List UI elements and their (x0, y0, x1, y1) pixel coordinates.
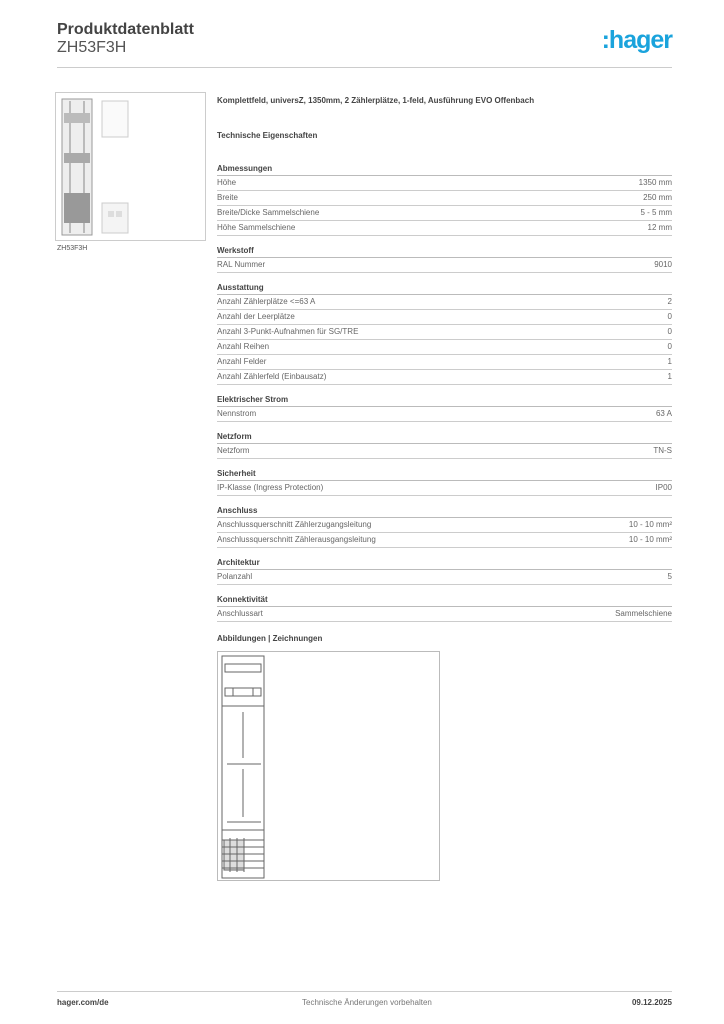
spec-value: 1 (667, 372, 672, 381)
product-description: Komplettfeld, universZ, 1350mm, 2 Zählerplätze, 1-feld, Ausführung EVO Offenbach (217, 96, 535, 105)
spec-section (217, 504, 672, 548)
spec-row (217, 191, 672, 206)
spec-value: 1350 mm (638, 178, 672, 187)
spec-row (217, 295, 672, 310)
spec-label: Anzahl 3-Punkt-Aufnahmen für SG/TRE (217, 327, 359, 336)
spec-section (217, 281, 672, 385)
image-caption: ZH53F3H (57, 245, 88, 252)
spec-section (217, 393, 672, 422)
spec-label: Anzahl Zählerplätze <=63 A (217, 297, 316, 306)
spec-row (217, 176, 672, 191)
spec-section (217, 430, 672, 459)
spec-label: Polanzahl (217, 572, 253, 581)
spec-value: 250 mm (643, 193, 672, 202)
spec-value: IP00 (655, 483, 672, 492)
hager-logo: :hager (601, 26, 672, 54)
drawings-heading: Abbildungen | Zeichnungen (217, 634, 323, 643)
spec-value: 2 (667, 297, 672, 306)
section-title: Netzform (217, 430, 672, 444)
spec-row (217, 370, 672, 385)
spec-label: Anzahl Zählerfeld (Einbausatz) (217, 372, 327, 381)
product-image (55, 92, 206, 241)
spec-section (217, 556, 672, 585)
spec-value: 63 A (655, 409, 672, 418)
spec-label: Anschlussquerschnitt Zählerzugangsleitung (217, 520, 372, 529)
spec-value: 12 mm (647, 223, 672, 232)
spec-label: Anschlussart (217, 609, 263, 618)
spec-label: Breite/Dicke Sammelschiene (217, 208, 320, 217)
spec-row (217, 221, 672, 236)
spec-label: Höhe Sammelschiene (217, 223, 296, 232)
product-code: ZH53F3H (57, 39, 127, 56)
spec-row (217, 533, 672, 548)
section-title: Elektrischer Strom (217, 393, 672, 407)
page-title: Produktdatenblatt (57, 21, 194, 38)
spec-value: 0 (667, 327, 672, 336)
spec-label: Anschlussquerschnitt Zählerausgangsleitung (217, 535, 376, 544)
spec-value: 10 - 10 mm² (628, 520, 672, 529)
spec-value: TN-S (653, 446, 672, 455)
main-content (217, 96, 672, 881)
spec-label: Nennstrom (217, 409, 257, 418)
spec-row (217, 258, 672, 273)
spec-value: Sammelschiene (615, 609, 672, 618)
spec-section (217, 467, 672, 496)
spec-row (217, 325, 672, 340)
spec-row (217, 407, 672, 422)
spec-row (217, 340, 672, 355)
spec-label: Anzahl Felder (217, 357, 267, 366)
spec-row (217, 355, 672, 370)
spec-row (217, 570, 672, 585)
spec-row (217, 444, 672, 459)
spec-row (217, 206, 672, 221)
spec-value: 10 - 10 mm² (628, 535, 672, 544)
spec-section (217, 244, 672, 273)
spec-section (217, 162, 672, 236)
spec-label: Breite (217, 193, 238, 202)
section-title: Abmessungen (217, 162, 672, 176)
spec-row (217, 310, 672, 325)
spec-label: Höhe (217, 178, 237, 187)
header-divider (57, 67, 672, 68)
tech-heading: Technische Eigenschaften (217, 131, 318, 140)
section-title: Ausstattung (217, 281, 672, 295)
section-title: Sicherheit (217, 467, 672, 481)
spec-value: 9010 (654, 260, 672, 269)
spec-label: Anzahl der Leerplätze (217, 312, 295, 321)
technical-drawing (217, 651, 440, 881)
footer-website[interactable]: hager.com/de (57, 998, 109, 1007)
footer-note: Technische Änderungen vorbehalten (302, 998, 432, 1007)
spec-label: IP-Klasse (Ingress Protection) (217, 483, 324, 492)
spec-row (217, 481, 672, 496)
footer-date: 09.12.2025 (631, 998, 672, 1007)
section-title: Anschluss (217, 504, 672, 518)
section-title: Architektur (217, 556, 672, 570)
spec-value: 0 (667, 312, 672, 321)
spec-value: 1 (667, 357, 672, 366)
spec-row (217, 607, 672, 622)
spec-label: RAL Nummer (217, 260, 266, 269)
spec-value: 5 - 5 mm (640, 208, 672, 217)
section-title: Konnektivität (217, 593, 672, 607)
spec-label: Netzform (217, 446, 250, 455)
spec-section (217, 593, 672, 622)
section-title: Werkstoff (217, 244, 672, 258)
spec-value: 5 (667, 572, 672, 581)
spec-value: 0 (667, 342, 672, 351)
spec-row (217, 518, 672, 533)
spec-label: Anzahl Reihen (217, 342, 270, 351)
footer-divider (57, 991, 672, 992)
